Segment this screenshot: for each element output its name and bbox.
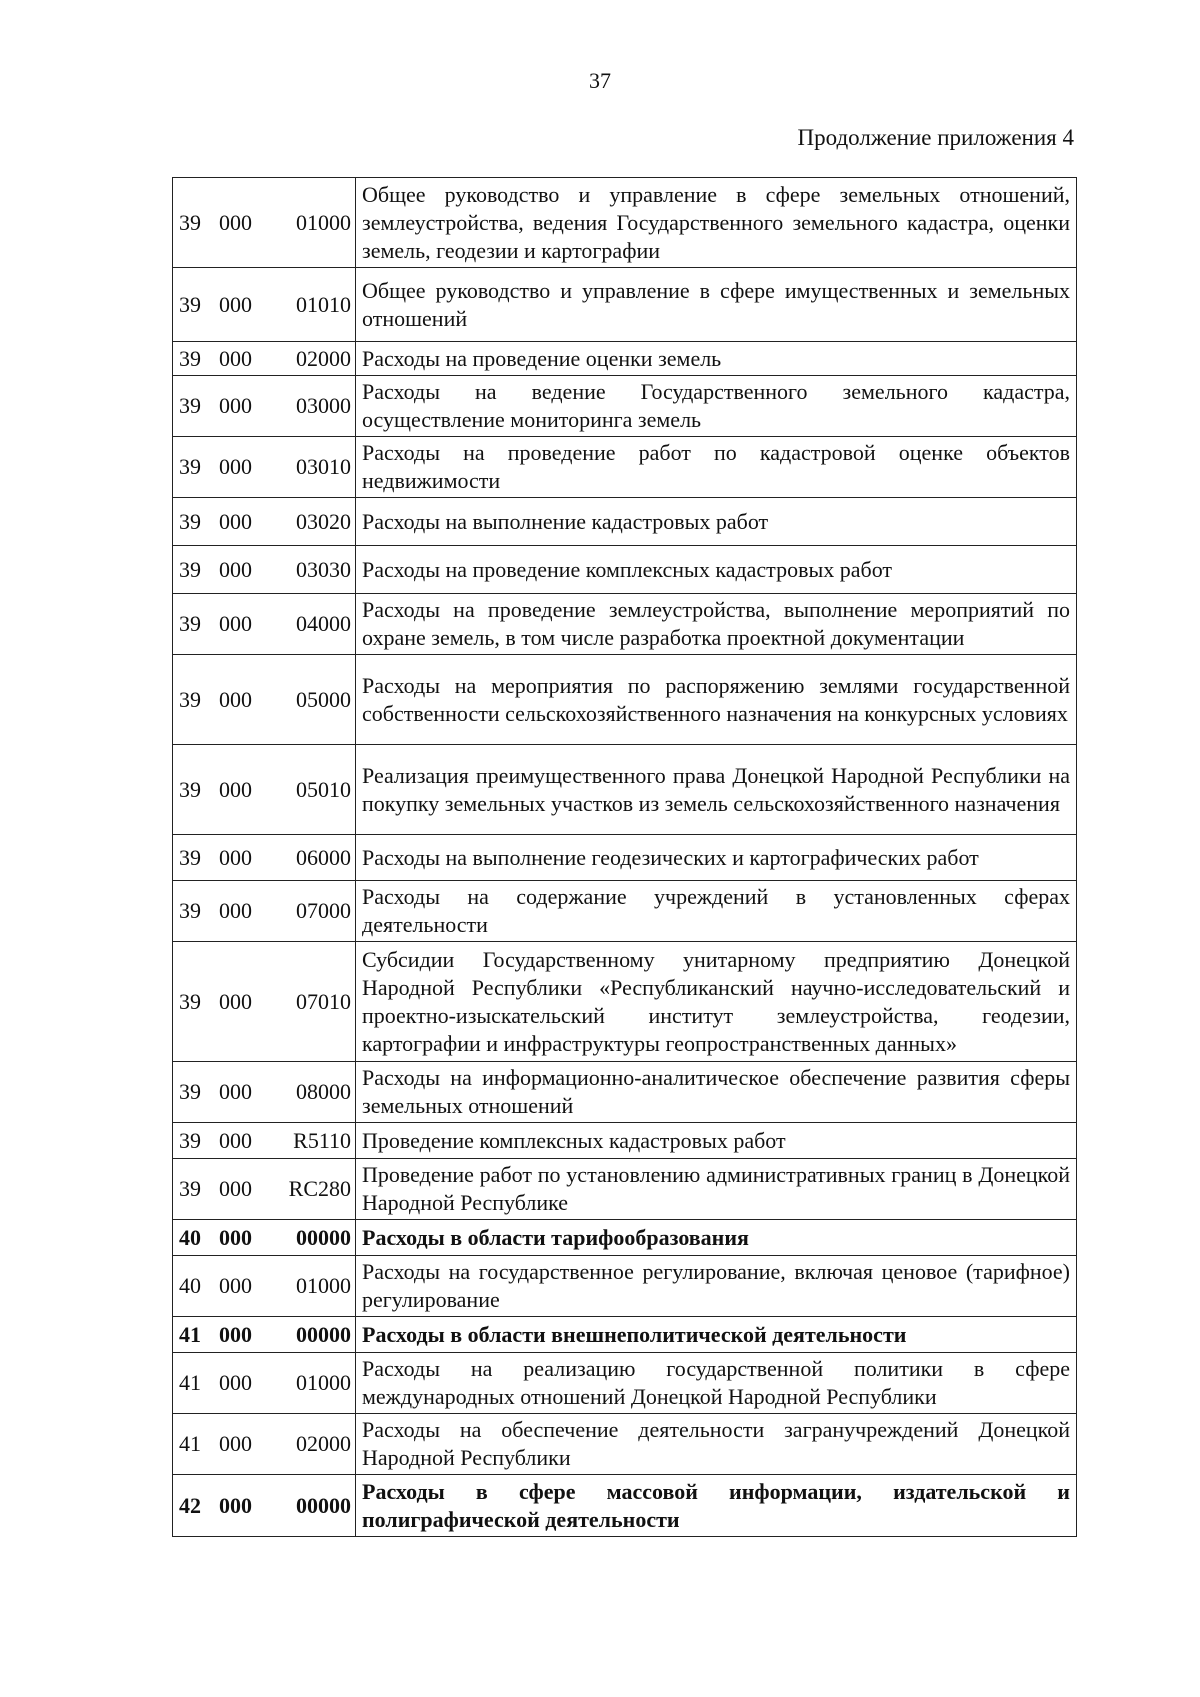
description-cell: Расходы в области тарифообразования [356,1220,1077,1256]
code-cell [173,594,356,655]
code-part-c2: 000 [219,1431,252,1456]
code-part-c1: 40 [179,1224,201,1250]
code-part-c1: 39 [179,1127,201,1153]
code-parts [179,686,351,714]
code-part-c1: 39 [179,454,201,479]
code-part-c2: 000 [219,1321,252,1347]
code-part-c1: 39 [179,556,201,582]
code-parts [179,988,351,1016]
code-part-c2: 000 [219,1224,252,1250]
code-cell [173,342,356,376]
page-number: 37 [589,68,611,93]
description-cell: Расходы на проведение землеустройства, выполнение мероприятий по охране земель, в том числе разработка проектной документации [356,594,1077,655]
code-cell [173,546,356,594]
table-row [173,1220,1077,1256]
description-cell: Расходы на выполнение геодезических и картографических работ [356,835,1077,881]
code-cell [173,1123,356,1159]
code-cell [173,498,356,546]
table-row [173,835,1077,881]
description-cell: Расходы на информационно-аналитическое обеспечение развития сферы земельных отношений [356,1062,1077,1123]
code-part-c3: 03020 [296,508,351,534]
code-parts [179,392,351,420]
table-row [173,1317,1077,1353]
table-row [173,594,1077,655]
continuation-label: Продолжение приложения 4 [797,125,1074,150]
code-part-c3: 05000 [296,686,351,712]
code-parts [179,1321,351,1349]
code-parts [179,1224,351,1252]
code-part-c2: 000 [219,393,252,418]
table-row [173,1353,1077,1414]
code-parts [179,1430,351,1458]
description-cell: Расходы на выполнение кадастровых работ [356,498,1077,546]
code-cell [173,881,356,942]
code-part-c3: 01000 [296,1370,351,1395]
code-part-c1: 41 [179,1431,201,1456]
table-row [173,1159,1077,1220]
code-part-c2: 000 [219,898,252,923]
expense-codes-table [172,177,1077,1537]
code-part-c3: RC280 [288,1176,351,1201]
code-part-c2: 000 [219,776,252,802]
code-part-c1: 39 [179,898,201,923]
code-part-c1: 39 [179,393,201,418]
description-cell: Субсидии Государственному унитарному предприятию Донецкой Народной Республики «Республиканский научно-исследовательский и проектно-изыскательский институт землеустройства, геодезии, картографии и инфраструктуры геопространственных данных» [356,942,1077,1062]
code-part-c2: 000 [219,556,252,582]
code-part-c1: 41 [179,1370,201,1395]
code-parts [179,1175,351,1203]
description-cell: Общее руководство и управление в сфере имущественных и земельных отношений [356,268,1077,342]
table-row [173,437,1077,498]
description-cell: Расходы в области внешнеполитической деятельности [356,1317,1077,1353]
code-part-c1: 41 [179,1321,201,1347]
code-cell [173,745,356,835]
code-parts [179,1492,351,1520]
code-parts [179,453,351,481]
code-parts [179,610,351,638]
table-row [173,745,1077,835]
code-part-c3: 05010 [296,776,351,802]
description-cell: Расходы на проведение оценки земель [356,342,1077,376]
code-part-c3: 07010 [296,988,351,1014]
code-part-c3: 02000 [296,1431,351,1456]
code-part-c2: 000 [219,1079,252,1104]
description-cell: Расходы на содержание учреждений в установленных сферах деятельности [356,881,1077,942]
code-part-c1: 39 [179,1176,201,1201]
code-part-c1: 39 [179,686,201,712]
description-cell: Общее руководство и управление в сфере земельных отношений, землеустройства, ведения Государственного земельного кадастра, оценки земель, геодезии и картографии [356,178,1077,268]
code-cell [173,942,356,1062]
code-parts [179,844,351,872]
code-part-c1: 40 [179,1273,201,1298]
code-part-c1: 42 [179,1492,201,1518]
description-cell: Расходы на ведение Государственного земельного кадастра, осуществление мониторинга земель [356,376,1077,437]
code-cell [173,1256,356,1317]
code-cell [173,1414,356,1475]
code-part-c1: 39 [179,844,201,870]
code-part-c1: 39 [179,209,201,235]
description-cell: Расходы в сфере массовой информации, издательской и полиграфической деятельности [356,1475,1077,1537]
description-cell: Реализация преимущественного права Донецкой Народной Республики на покупку земельных участков из земель сельскохозяйственного назначения [356,745,1077,835]
code-part-c3: 01000 [296,1273,351,1298]
code-part-c3: 02000 [296,345,351,371]
code-parts [179,897,351,925]
code-part-c3: 03000 [296,393,351,418]
code-part-c1: 39 [179,508,201,534]
code-cell [173,655,356,745]
code-part-c1: 39 [179,988,201,1014]
code-part-c3: R5110 [293,1127,351,1153]
description-cell: Расходы на мероприятия по распоряжению землями государственной собственности сельскохозяйственного назначения на конкурсных условиях [356,655,1077,745]
description-cell: Расходы на обеспечение деятельности загранучреждений Донецкой Народной Республики [356,1414,1077,1475]
code-part-c1: 39 [179,611,201,636]
code-part-c2: 000 [219,454,252,479]
code-parts [179,508,351,536]
code-cell [173,376,356,437]
code-cell [173,1062,356,1123]
code-parts [179,1272,351,1300]
table-body [173,178,1077,1537]
code-cell [173,268,356,342]
code-part-c2: 000 [219,345,252,371]
table-row [173,498,1077,546]
table-row [173,268,1077,342]
code-cell [173,1159,356,1220]
table-row [173,655,1077,745]
code-part-c3: 01000 [296,209,351,235]
code-part-c2: 000 [219,611,252,636]
code-part-c2: 000 [219,844,252,870]
code-part-c1: 39 [179,1079,201,1104]
code-cell [173,178,356,268]
code-part-c2: 000 [219,686,252,712]
code-part-c2: 000 [219,1492,252,1518]
description-cell: Расходы на проведение комплексных кадастровых работ [356,546,1077,594]
description-cell: Проведение работ по установлению административных границ в Донецкой Народной Республике [356,1159,1077,1220]
code-parts [179,345,351,373]
code-part-c3: 01010 [296,291,351,317]
code-part-c1: 39 [179,291,201,317]
table-row [173,546,1077,594]
code-part-c2: 000 [219,291,252,317]
code-part-c3: 04000 [296,611,351,636]
code-parts [179,1369,351,1397]
code-cell [173,1475,356,1537]
description-cell: Расходы на проведение работ по кадастровой оценке объектов недвижимости [356,437,1077,498]
code-part-c1: 39 [179,345,201,371]
code-parts [179,556,351,584]
table-row [173,1475,1077,1537]
code-part-c2: 000 [219,508,252,534]
description-cell: Расходы на государственное регулирование, включая ценовое (тарифное) регулирование [356,1256,1077,1317]
code-part-c2: 000 [219,1370,252,1395]
code-part-c3: 00000 [296,1224,351,1250]
code-part-c2: 000 [219,988,252,1014]
table-row [173,1256,1077,1317]
code-cell [173,437,356,498]
code-part-c2: 000 [219,1127,252,1153]
code-parts [179,776,351,804]
code-cell [173,1220,356,1256]
code-part-c3: 03030 [296,556,351,582]
table-row [173,1414,1077,1475]
code-parts [179,1127,351,1155]
code-part-c2: 000 [219,1176,252,1201]
code-part-c3: 06000 [296,844,351,870]
table-row [173,178,1077,268]
code-cell [173,1317,356,1353]
code-cell [173,1353,356,1414]
code-part-c3: 00000 [296,1321,351,1347]
code-parts [179,209,351,237]
code-parts [179,1078,351,1106]
code-part-c3: 08000 [296,1079,351,1104]
code-part-c2: 000 [219,1273,252,1298]
code-part-c2: 000 [219,209,252,235]
code-part-c3: 03010 [296,454,351,479]
description-cell: Проведение комплексных кадастровых работ [356,1123,1077,1159]
code-parts [179,291,351,319]
code-cell [173,835,356,881]
table-row [173,942,1077,1062]
code-part-c3: 00000 [296,1492,351,1518]
table-row [173,1062,1077,1123]
code-part-c1: 39 [179,776,201,802]
table-row [173,1123,1077,1159]
code-part-c3: 07000 [296,898,351,923]
table-row [173,881,1077,942]
table-row [173,376,1077,437]
table-row [173,342,1077,376]
description-cell: Расходы на реализацию государственной политики в сфере международных отношений Донецкой Народной Республики [356,1353,1077,1414]
